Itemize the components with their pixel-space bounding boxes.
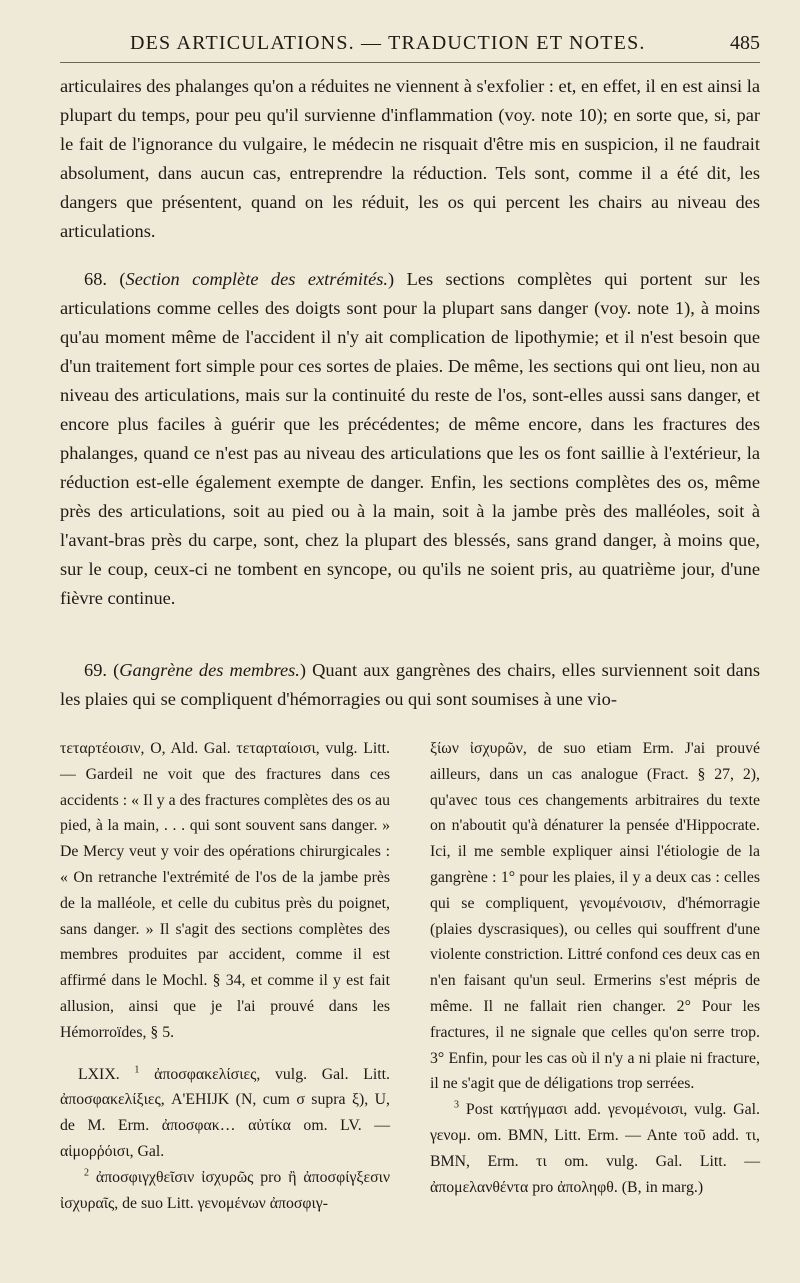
section-68 — [60, 265, 760, 613]
section-69 — [60, 656, 760, 714]
section-68-text: ) Les sections complètes qui portent sur les articulations comme celles des doigts sont pour la plupart sans danger (voy. note 1), à moins qu'au moment même de l'accident il n'y ait complication de lipothymie; et il n'est besoin que d'un traitement fort simple pour ces sortes de plaies. De même, les sections qui ont lieu, non au niveau des articulations, mais sur la continuité du reste de l'os, sont-elles aussi sans danger, et encore plus faciles à guérir que les précédentes; de même encore, dans les fractures des phalanges, quand ce n'est pas au niveau des articulations que les os font saillie à l'extérieur, la réduction est-elle également exempte de danger. Enfin, les sections complètes des os, même près des articulations, soit au pied ou à la main, soit à la jambe près des malléoles, soit à l'avant-bras près du carpe, sont, chez la plupart des blessés, sans grand danger, à moins que, sur le coup, ceux-ci ne tombent en syncope, ou qu'ils ne soient pris, au quatrième jour, d'une fièvre continue. — [60, 269, 760, 608]
running-title: DES ARTICULATIONS. — TRADUCTION ET NOTES. — [130, 32, 646, 54]
section-69-title: Gangrène des membres. — [119, 660, 300, 680]
note-left-continuation: τεταρτέοισιν, O, Ald. Gal. τεταρταίοισι, vulg. Litt. — Gardeil ne voit que des fractures dans ces accidents : « Il y a des fractures complètes des os au pied, à la main, . . . qui sont souvent sans danger. » De Mercy veut y voir des opérations chirurgicales : « On retranche l'extrémité de l'os de la jambe près de la malléole, et celle du cubitus près du poignet, sans danger. » Il s'agit des sections complètes des membres produites par accident, comme il est affirmé dans le Mochl. § 34, et comme il y est fait allusion, ainsi que je l'ai prouvé dans les Hémorroïdes, § 5. — [60, 740, 390, 1041]
notes-right-column — [430, 736, 760, 1200]
section-68-paragraph — [60, 265, 760, 613]
section-69-number: 69. ( — [84, 660, 120, 680]
section-69-paragraph — [60, 656, 760, 714]
section-69-text: ) Quant aux gangrènes des chairs, elles surviennent soit dans les plaies qui se compliquent d'hémorragies ou qui sont soumises à une vio- — [60, 660, 760, 709]
note-lxix-2 — [60, 1165, 390, 1217]
note-section-label: LXIX. — [78, 1065, 120, 1083]
note-lxix-1-text: ἀποσφακελίσιες, vulg. Gal. Litt. ἀποσφακελίξιες, A'EHIJK (N, cum σ supra ξ), U, de M. Erm. ἀποσφακ… αὐτίκα om. LV. — αἱμορῥόισι, Gal. — [60, 1065, 390, 1160]
note-lxix-3 — [430, 1097, 760, 1200]
paragraph-intro: articulaires des phalanges qu'on a réduites ne viennent à s'exfolier : et, en effet, il en est ainsi la plupart du temps, pour peu qu'il survienne d'inflammation (voy. note 10); en sorte que, si, par le fait de l'ignorance du vulgaire, le médecin ne risquait d'être mis en suspicion, il ne faudrait absolument, dans aucun cas, entreprendre la réduction. Tels sont, comme il a été dit, les dangers que présentent, quand on les réduit, les os qui percent les chairs au niveau des articulations. — [60, 76, 760, 241]
notes-left-column — [60, 736, 390, 1216]
running-header — [60, 30, 760, 63]
note-marker-1: 1 — [134, 1064, 140, 1076]
note-lxix-3-text: Post κατήγμασι add. γενομένοισι, vulg. Gal. γενομ. om. BMN, Litt. Erm. — Ante τοῦ add. τι, BMN, Erm. τι om. vulg. Gal. Litt. — ἀπομελανθέντα pro ἀποληφθ. (B, in marg.) — [430, 1101, 760, 1196]
note-right-continuation: ξίων ἰσχυρῶν, de suo etiam Erm. J'ai prouvé ailleurs, dans un cas analogue (Fract. § 27, 2), qu'avec tous ces changements arbitraires du texte on n'aboutit qu'à dénaturer la pensée d'Hippocrate. Ici, il me semble expliquer ainsi l'étiologie de la gangrène : 1° pour les plaies, il y a deux cas : celles qui se compliquent, γενομένοισιν, d'hémorragie (plaies dyscrasiques), ou celles qui souffrent d'une violente constriction. Littré confond ces deux cas en n'en faisant qu'un seul. Ermerins s'est mépris de même. Il ne fallait rien changer. 2° Pour les fractures, il ne signale que celles qu'on serre trop. 3° Enfin, pour les cas où il n'y a ni plaie ni fracture, il ne s'agit que de déligations trop serrées. — [430, 740, 760, 1093]
page-number: 485 — [730, 32, 760, 54]
section-68-title: Section complète des extrémités. — [125, 269, 389, 289]
note-marker-2: 2 — [84, 1167, 89, 1179]
note-lxix-1 — [60, 1062, 390, 1165]
note-marker-3: 3 — [454, 1099, 459, 1111]
main-text-top — [60, 72, 760, 246]
section-68-number: 68. ( — [84, 269, 126, 289]
note-lxix-2-text: ἀποσφιγχθεῖσιν ἰσχυρῶς pro ἢ ἀποσφίγξεσιν ἰσχυραῖς, de suo Litt. γενομένων ἀποσφιγ- — [60, 1168, 391, 1212]
